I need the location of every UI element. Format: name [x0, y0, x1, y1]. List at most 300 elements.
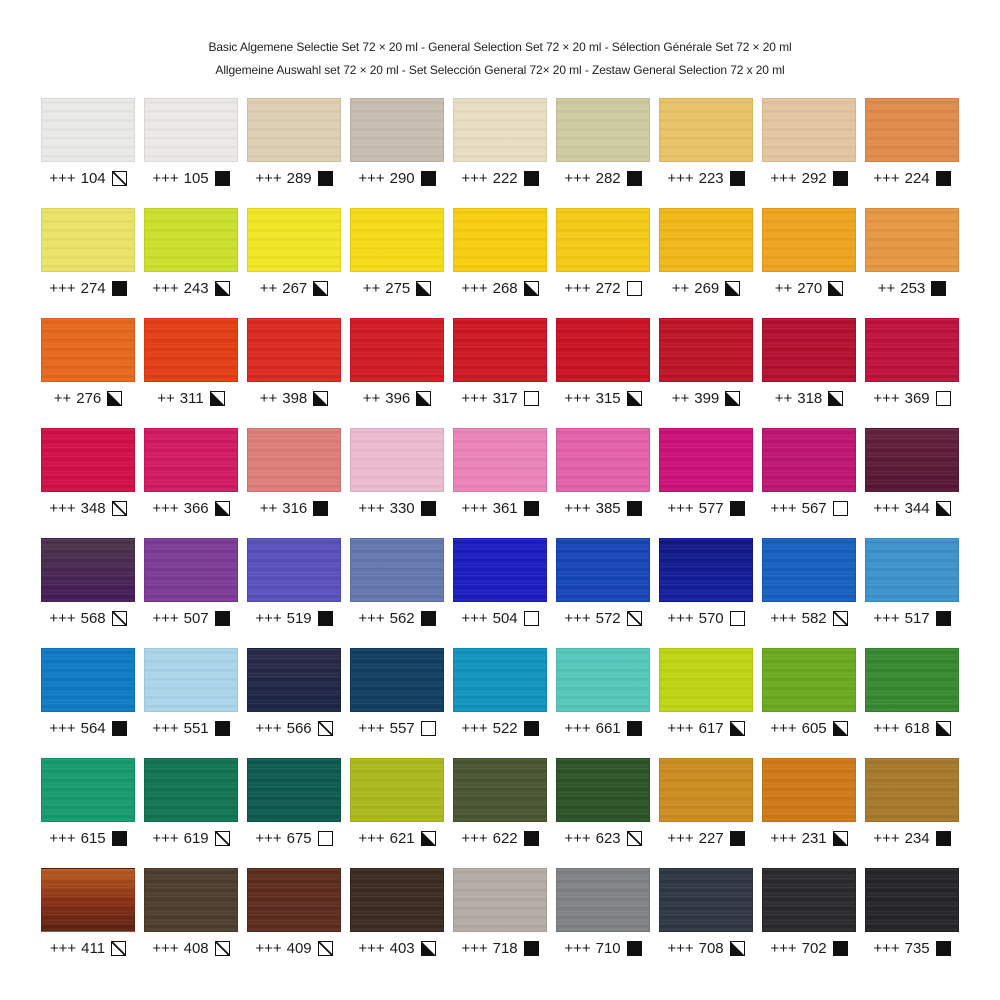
swatch-cell: [453, 428, 547, 518]
swatch-rating: +++: [770, 829, 797, 847]
opacity-symbol-icon: [931, 281, 946, 296]
swatch-code: 572: [595, 609, 621, 627]
swatch-code: 568: [80, 609, 106, 627]
swatch-rating: ++: [877, 279, 896, 297]
paint-swatch: [144, 868, 238, 932]
swatch-cell: [659, 428, 753, 518]
swatch-code: 282: [595, 169, 621, 187]
swatch-label: [350, 939, 444, 957]
swatch-cell: [556, 318, 650, 408]
swatch-label: [41, 389, 135, 407]
swatch-label: [247, 609, 341, 627]
swatch-rating: +++: [461, 499, 488, 517]
swatch-code: 504: [492, 609, 518, 627]
swatch-cell: [41, 318, 135, 408]
swatch-rating: +++: [358, 169, 385, 187]
swatch-rating: +++: [770, 499, 797, 517]
swatch-rating: +++: [152, 719, 179, 737]
swatch-label: [865, 279, 959, 297]
swatch-code: 517: [904, 609, 930, 627]
swatch-rating: ++: [259, 279, 278, 297]
swatch-rating: +++: [873, 609, 900, 627]
swatch-code: 622: [492, 829, 518, 847]
swatch-cell: [41, 208, 135, 298]
opacity-symbol-icon: [215, 281, 230, 296]
opacity-symbol-icon: [318, 171, 333, 186]
opacity-symbol-icon: [730, 611, 745, 626]
opacity-symbol-icon: [725, 391, 740, 406]
swatch-label: [41, 499, 135, 517]
swatch-label: [762, 499, 856, 517]
paint-swatch: [762, 428, 856, 492]
swatch-label: [350, 829, 444, 847]
paint-swatch: [41, 758, 135, 822]
swatch-code: 318: [797, 389, 823, 407]
swatch-cell: [556, 538, 650, 628]
opacity-symbol-icon: [318, 941, 333, 956]
paint-swatch: [762, 648, 856, 712]
swatch-rating: ++: [774, 389, 793, 407]
paint-swatch: [762, 98, 856, 162]
opacity-symbol-icon: [524, 281, 539, 296]
swatch-rating: +++: [461, 609, 488, 627]
opacity-symbol-icon: [730, 171, 745, 186]
opacity-symbol-icon: [627, 611, 642, 626]
swatch-cell: [144, 318, 238, 408]
paint-swatch: [41, 428, 135, 492]
swatch-rating: +++: [770, 609, 797, 627]
swatch-rating: +++: [770, 169, 797, 187]
swatch-label: [41, 829, 135, 847]
opacity-symbol-icon: [524, 721, 539, 736]
opacity-symbol-icon: [215, 611, 230, 626]
swatch-cell: [144, 98, 238, 188]
swatch-cell: [762, 648, 856, 738]
paint-swatch: [453, 208, 547, 272]
swatch-label: [659, 939, 753, 957]
swatch-cell: [41, 428, 135, 518]
paint-swatch: [144, 318, 238, 382]
swatch-code: 385: [595, 499, 621, 517]
paint-swatch: [350, 758, 444, 822]
swatch-cell: [144, 758, 238, 848]
swatch-rating: +++: [358, 939, 385, 957]
swatch-rating: +++: [358, 719, 385, 737]
opacity-symbol-icon: [112, 171, 127, 186]
opacity-symbol-icon: [833, 941, 848, 956]
swatch-rating: +++: [564, 499, 591, 517]
swatch-label: [144, 499, 238, 517]
swatch-rating: +++: [873, 389, 900, 407]
swatch-code: 243: [183, 279, 209, 297]
swatch-label: [762, 389, 856, 407]
swatch-cell: [659, 208, 753, 298]
paint-swatch: [865, 648, 959, 712]
swatch-label: [659, 609, 753, 627]
swatch-cell: [144, 648, 238, 738]
swatch-code: 702: [801, 939, 827, 957]
paint-swatch: [247, 318, 341, 382]
paint-swatch: [659, 428, 753, 492]
swatch-code: 270: [797, 279, 823, 297]
opacity-symbol-icon: [416, 281, 431, 296]
chart-header: [0, 0, 1000, 82]
swatch-cell: [247, 758, 341, 848]
paint-swatch: [41, 868, 135, 932]
swatch-code: 621: [389, 829, 415, 847]
swatch-cell: [453, 318, 547, 408]
paint-swatch: [350, 208, 444, 272]
swatch-code: 570: [698, 609, 724, 627]
paint-swatch: [762, 318, 856, 382]
swatch-cell: [659, 868, 753, 958]
swatch-cell: [762, 758, 856, 848]
opacity-symbol-icon: [215, 721, 230, 736]
opacity-symbol-icon: [416, 391, 431, 406]
opacity-symbol-icon: [111, 941, 126, 956]
swatch-label: [762, 279, 856, 297]
opacity-symbol-icon: [313, 281, 328, 296]
swatch-rating: +++: [564, 169, 591, 187]
swatch-cell: [865, 318, 959, 408]
paint-swatch: [762, 208, 856, 272]
swatch-code: 661: [595, 719, 621, 737]
swatch-rating: +++: [461, 939, 488, 957]
paint-swatch: [41, 208, 135, 272]
swatch-cell: [762, 868, 856, 958]
paint-swatch: [144, 648, 238, 712]
swatch-rating: +++: [152, 609, 179, 627]
opacity-symbol-icon: [112, 831, 127, 846]
swatch-label: [144, 389, 238, 407]
swatch-rating: +++: [667, 609, 694, 627]
swatch-label: [762, 829, 856, 847]
swatch-code: 317: [492, 389, 518, 407]
swatch-rating: +++: [49, 719, 76, 737]
swatch-label: [453, 499, 547, 517]
swatch-rating: +++: [461, 169, 488, 187]
swatch-label: [41, 939, 135, 957]
swatch-rating: +++: [564, 829, 591, 847]
paint-swatch: [453, 758, 547, 822]
swatch-code: 507: [183, 609, 209, 627]
swatch-code: 708: [698, 939, 724, 957]
opacity-symbol-icon: [524, 831, 539, 846]
swatch-code: 315: [595, 389, 621, 407]
swatch-rating: ++: [671, 389, 690, 407]
swatch-code: 562: [389, 609, 415, 627]
paint-swatch: [144, 758, 238, 822]
paint-swatch: [556, 538, 650, 602]
swatch-code: 577: [698, 499, 724, 517]
paint-swatch: [41, 538, 135, 602]
swatch-code: 411: [81, 939, 106, 957]
swatch-cell: [556, 758, 650, 848]
swatch-label: [556, 499, 650, 517]
opacity-symbol-icon: [215, 941, 230, 956]
paint-swatch: [247, 208, 341, 272]
swatch-label: [41, 169, 135, 187]
swatch-rating: +++: [667, 719, 694, 737]
opacity-symbol-icon: [215, 831, 230, 846]
swatch-code: 567: [801, 499, 827, 517]
chart-title-line2: Allgemeine Auswahl set 72 × 20 ml - Set Selección General 72× 20 ml - Zestaw General Selection 72 x 20 ml: [215, 63, 785, 77]
opacity-symbol-icon: [627, 941, 642, 956]
swatch-label: [144, 939, 238, 957]
paint-swatch: [453, 428, 547, 492]
swatch-cell: [556, 208, 650, 298]
opacity-symbol-icon: [730, 941, 745, 956]
swatch-cell: [350, 648, 444, 738]
swatch-grid: [41, 98, 959, 958]
swatch-rating: +++: [873, 499, 900, 517]
paint-swatch: [41, 648, 135, 712]
paint-swatch: [865, 428, 959, 492]
opacity-symbol-icon: [936, 501, 951, 516]
paint-swatch: [659, 648, 753, 712]
opacity-symbol-icon: [833, 611, 848, 626]
swatch-rating: +++: [152, 829, 179, 847]
swatch-cell: [762, 98, 856, 188]
swatch-code: 617: [698, 719, 724, 737]
swatch-cell: [453, 648, 547, 738]
swatch-cell: [865, 208, 959, 298]
opacity-symbol-icon: [828, 281, 843, 296]
swatch-cell: [247, 98, 341, 188]
swatch-cell: [762, 538, 856, 628]
opacity-symbol-icon: [215, 171, 230, 186]
opacity-symbol-icon: [421, 941, 436, 956]
paint-swatch: [762, 538, 856, 602]
swatch-label: [247, 939, 341, 957]
swatch-cell: [144, 208, 238, 298]
swatch-code: 253: [900, 279, 926, 297]
swatch-cell: [350, 208, 444, 298]
paint-swatch: [350, 318, 444, 382]
swatch-code: 269: [694, 279, 720, 297]
swatch-code: 366: [183, 499, 209, 517]
opacity-symbol-icon: [627, 501, 642, 516]
swatch-code: 403: [389, 939, 415, 957]
swatch-code: 222: [492, 169, 518, 187]
swatch-code: 267: [282, 279, 308, 297]
swatch-label: [453, 609, 547, 627]
swatch-cell: [762, 318, 856, 408]
swatch-rating: +++: [49, 499, 76, 517]
swatch-cell: [41, 648, 135, 738]
swatch-code: 369: [904, 389, 930, 407]
swatch-label: [865, 719, 959, 737]
swatch-rating: +++: [255, 169, 282, 187]
swatch-rating: +++: [49, 279, 76, 297]
swatch-label: [247, 279, 341, 297]
swatch-label: [41, 609, 135, 627]
swatch-code: 623: [595, 829, 621, 847]
swatch-rating: ++: [53, 389, 72, 407]
swatch-label: [144, 829, 238, 847]
opacity-symbol-icon: [313, 391, 328, 406]
swatch-label: [659, 169, 753, 187]
swatch-cell: [350, 868, 444, 958]
swatch-cell: [865, 98, 959, 188]
paint-swatch: [453, 648, 547, 712]
swatch-code: 361: [492, 499, 518, 517]
opacity-symbol-icon: [112, 281, 127, 296]
swatch-cell: [350, 98, 444, 188]
swatch-cell: [453, 208, 547, 298]
swatch-cell: [41, 98, 135, 188]
swatch-cell: [350, 318, 444, 408]
paint-swatch: [350, 428, 444, 492]
swatch-code: 348: [80, 499, 106, 517]
swatch-label: [865, 939, 959, 957]
swatch-code: 231: [801, 829, 827, 847]
swatch-code: 582: [801, 609, 827, 627]
swatch-rating: +++: [564, 279, 591, 297]
swatch-cell: [144, 868, 238, 958]
opacity-symbol-icon: [627, 391, 642, 406]
swatch-code: 564: [80, 719, 106, 737]
paint-swatch: [350, 868, 444, 932]
swatch-label: [350, 609, 444, 627]
swatch-code: 605: [801, 719, 827, 737]
paint-swatch: [762, 758, 856, 822]
swatch-cell: [659, 98, 753, 188]
swatch-rating: +++: [358, 499, 385, 517]
swatch-cell: [41, 538, 135, 628]
opacity-symbol-icon: [725, 281, 740, 296]
swatch-label: [144, 719, 238, 737]
swatch-cell: [453, 758, 547, 848]
swatch-code: 104: [80, 169, 106, 187]
swatch-rating: +++: [255, 719, 282, 737]
paint-swatch: [556, 208, 650, 272]
swatch-code: 330: [389, 499, 415, 517]
swatch-code: 268: [492, 279, 518, 297]
swatch-label: [659, 719, 753, 737]
opacity-symbol-icon: [524, 501, 539, 516]
swatch-rating: +++: [461, 829, 488, 847]
swatch-code: 234: [904, 829, 930, 847]
swatch-label: [762, 939, 856, 957]
swatch-label: [144, 169, 238, 187]
swatch-rating: ++: [259, 389, 278, 407]
swatch-code: 223: [698, 169, 724, 187]
swatch-label: [659, 829, 753, 847]
opacity-symbol-icon: [627, 281, 642, 296]
opacity-symbol-icon: [112, 721, 127, 736]
swatch-rating: ++: [362, 389, 381, 407]
swatch-code: 522: [492, 719, 518, 737]
swatch-label: [659, 389, 753, 407]
swatch-rating: ++: [774, 279, 793, 297]
swatch-label: [350, 279, 444, 297]
opacity-symbol-icon: [421, 611, 436, 626]
paint-swatch: [453, 538, 547, 602]
swatch-label: [556, 389, 650, 407]
swatch-label: [350, 169, 444, 187]
paint-swatch: [556, 98, 650, 162]
swatch-rating: +++: [255, 939, 282, 957]
paint-swatch: [41, 318, 135, 382]
swatch-cell: [865, 428, 959, 518]
swatch-label: [556, 829, 650, 847]
swatch-label: [453, 279, 547, 297]
opacity-symbol-icon: [627, 171, 642, 186]
swatch-label: [350, 719, 444, 737]
chart-title-line1: Basic Algemene Selectie Set 72 × 20 ml - General Selection Set 72 × 20 ml - Sélection Générale Set 72 × 20 ml: [208, 40, 792, 54]
opacity-symbol-icon: [524, 941, 539, 956]
opacity-symbol-icon: [730, 721, 745, 736]
opacity-symbol-icon: [421, 831, 436, 846]
paint-swatch: [556, 428, 650, 492]
swatch-label: [453, 939, 547, 957]
paint-swatch: [659, 208, 753, 272]
swatch-cell: [556, 428, 650, 518]
swatch-code: 718: [492, 939, 518, 957]
paint-swatch: [659, 538, 753, 602]
swatch-rating: +++: [461, 389, 488, 407]
swatch-code: 566: [286, 719, 312, 737]
swatch-label: [247, 829, 341, 847]
opacity-symbol-icon: [107, 391, 122, 406]
opacity-symbol-icon: [833, 171, 848, 186]
swatch-rating: +++: [667, 939, 694, 957]
swatch-code: 311: [179, 389, 204, 407]
paint-swatch: [865, 758, 959, 822]
swatch-label: [556, 939, 650, 957]
swatch-code: 675: [286, 829, 312, 847]
swatch-rating: +++: [564, 939, 591, 957]
opacity-symbol-icon: [833, 721, 848, 736]
swatch-code: 105: [183, 169, 209, 187]
paint-swatch: [247, 538, 341, 602]
swatch-rating: +++: [564, 719, 591, 737]
swatch-label: [247, 499, 341, 517]
paint-swatch: [453, 98, 547, 162]
swatch-code: 398: [282, 389, 308, 407]
swatch-rating: +++: [461, 279, 488, 297]
paint-swatch: [350, 538, 444, 602]
swatch-rating: ++: [362, 279, 381, 297]
paint-swatch: [144, 208, 238, 272]
swatch-rating: +++: [49, 609, 76, 627]
swatch-code: 292: [801, 169, 827, 187]
swatch-cell: [865, 868, 959, 958]
swatch-code: 274: [80, 279, 106, 297]
swatch-cell: [762, 428, 856, 518]
swatch-cell: [453, 98, 547, 188]
swatch-cell: [247, 318, 341, 408]
opacity-symbol-icon: [627, 721, 642, 736]
opacity-symbol-icon: [730, 501, 745, 516]
swatch-code: 275: [385, 279, 411, 297]
swatch-rating: +++: [770, 719, 797, 737]
opacity-symbol-icon: [936, 941, 951, 956]
opacity-symbol-icon: [313, 501, 328, 516]
swatch-label: [865, 609, 959, 627]
opacity-symbol-icon: [524, 171, 539, 186]
opacity-symbol-icon: [833, 831, 848, 846]
paint-swatch: [865, 208, 959, 272]
paint-swatch: [247, 98, 341, 162]
swatch-rating: +++: [873, 939, 900, 957]
swatch-code: 519: [286, 609, 312, 627]
swatch-label: [865, 499, 959, 517]
swatch-rating: ++: [157, 389, 175, 407]
opacity-symbol-icon: [627, 831, 642, 846]
swatch-label: [556, 609, 650, 627]
